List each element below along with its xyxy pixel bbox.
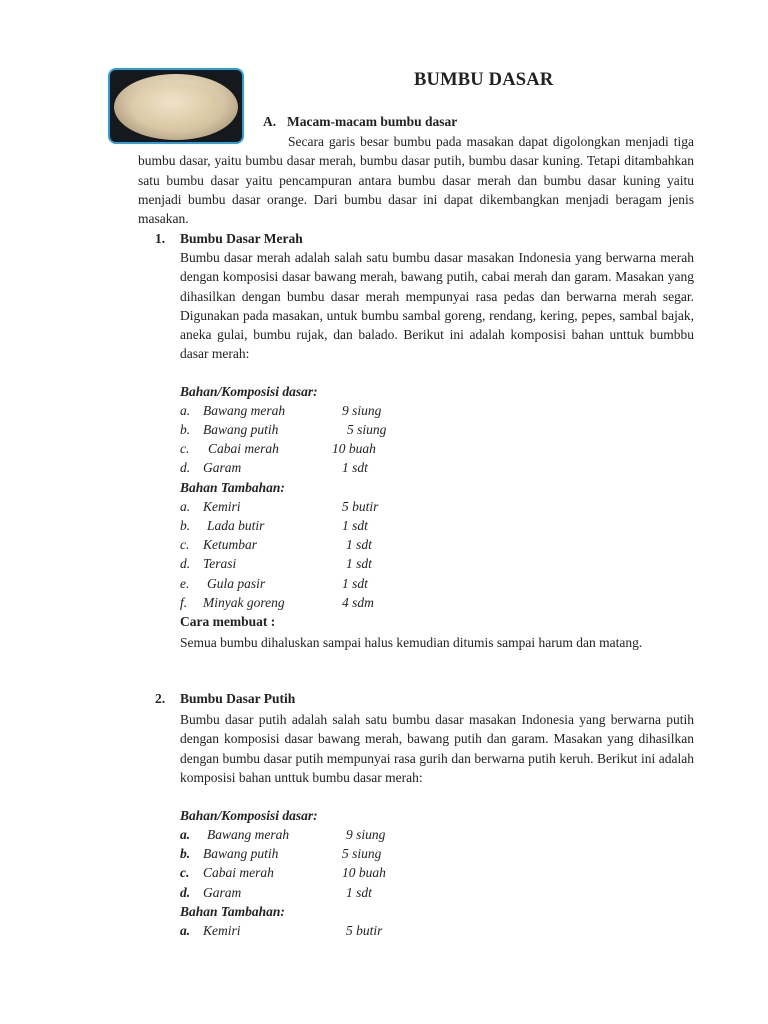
section-a-marker: A. [263, 114, 277, 129]
merah-description: Bumbu dasar merah adalah salah satu bumbu dasar masakan Indonesia yang berwarna merah dengan komposisi dasar bawang merah, bawang putih, cabai merah dan garam. Masakan yang dihasilkan dengan bumbu dasar merah mempunyai rasa pedas dan berwarna merah segar. Digunakan pada masakan, untuk bumbu sambal goreng, rendang, kering, pepes, sambal bajak, aneka gulai, bumbu rujak, dan balado. Berikut ini adalah komposisi bahan unttuk bumbbu dasar merah: [180, 250, 694, 362]
section-a-title: Macam-macam bumbu dasar [287, 114, 458, 129]
intro-paragraph [138, 132, 694, 228]
putih-description: Bumbu dasar putih adalah salah satu bumbu dasar masakan Indonesia yang berwarna putih dengan komposisi dasar bawang merah, bawang putih dan garam. Masakan yang dihasilkan dengan bumbu dasar putih mempunyai rasa gurih dan berwarna putih keruh. Berikut ini adalah komposisi bahan unttuk bumbu dasar merah: [180, 712, 694, 785]
merah-heading [155, 231, 303, 247]
merah-cara-label: Cara membuat : [180, 614, 276, 629]
merah-title: Bumbu Dasar Merah [180, 231, 303, 246]
putih-title: Bumbu Dasar Putih [180, 691, 296, 706]
putih-komposisi-label: Bahan/Komposisi dasar: [180, 808, 318, 823]
putih-heading [155, 691, 295, 707]
merah-komposisi-label: Bahan/Komposisi dasar: [180, 384, 318, 399]
intro-text: Secara garis besar bumbu pada masakan dapat digolongkan menjadi tiga bumbu dasar, yaitu bumbu dasar merah, bumbu dasar putih, bumbu dasar kuning. Tetapi ditambahkan satu bumbu dasar yaitu pencampuran antara bumbu dasar merah dan bumbu dasar kuning yaitu menjadi bumbu dasar orange. Dari bumbu dasar ini dapat dikembangkan menjadi beragam jenis masakan. [138, 134, 694, 227]
merah-tambahan-label: Bahan Tambahan: [180, 480, 285, 495]
merah-number: 1. [155, 231, 166, 246]
page-title: BUMBU DASAR [414, 70, 554, 90]
merah-cara-text: Semua bumbu dihaluskan sampai halus kemudian ditumis sampai harum dan matang. [180, 635, 643, 650]
putih-tambahan-label: Bahan Tambahan: [180, 904, 285, 919]
putih-number: 2. [155, 691, 166, 706]
section-a-heading [263, 114, 457, 130]
